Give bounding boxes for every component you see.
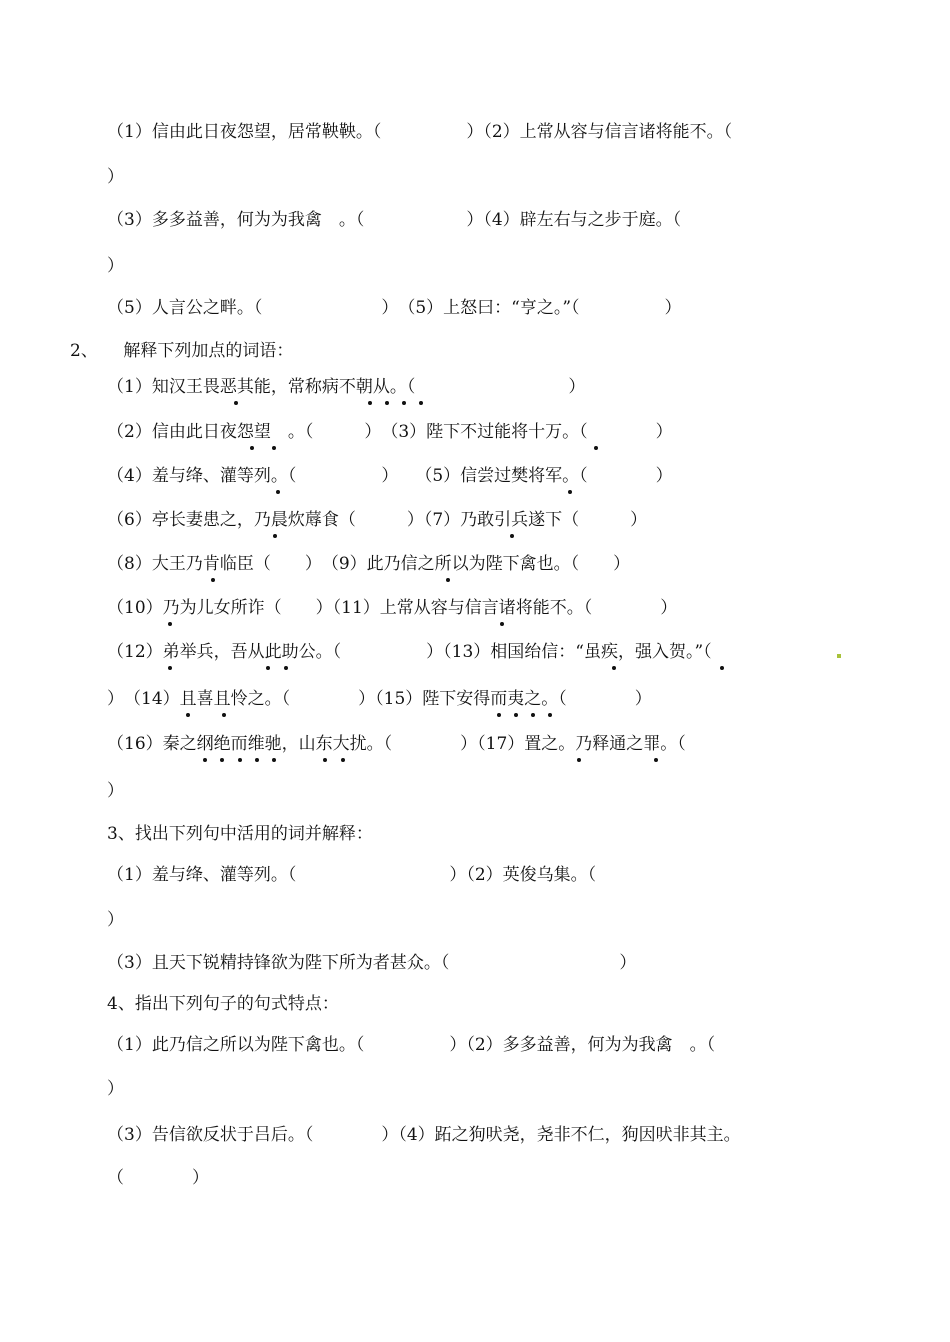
emphasis-dot xyxy=(272,758,276,762)
line-20: （3）且天下锐精持锋欲为陛下所为者甚众。（ ） xyxy=(107,953,637,973)
emphasis-dot xyxy=(612,666,616,670)
emphasis-dot xyxy=(284,666,288,670)
line-9: （4）羞与绛、灌等列。（ ） （5）信尝过樊将军。（ ） xyxy=(107,466,673,486)
line-12: （10）乃为儿女所诈（ ）（11）上常从容与信言诸将能不。（ ） xyxy=(107,598,678,618)
emphasis-dot xyxy=(272,446,276,450)
emphasis-dot xyxy=(548,713,552,717)
line-3: （3）多多益善，何为为我禽 。（ ）（4）辟左右与之步于庭。（ xyxy=(107,210,682,230)
line-7: （1）知汉王畏恶其能，常称病不朝从。（ ） xyxy=(107,377,586,397)
line-2: ） xyxy=(107,167,124,187)
emphasis-dot xyxy=(568,490,572,494)
section-4-heading: 4、指出下列句子的句式特点： xyxy=(107,994,339,1014)
emphasis-dot xyxy=(168,666,172,670)
emphasis-dot xyxy=(255,758,259,762)
line-1: （1）信由此日夜怨望，居常鞅鞅。（ ）（2）上常从容与信言诸将能不。（ xyxy=(107,122,733,142)
line-14: ） （14）且喜且怜之。（ ）（15）陛下安得而夷之。（ ） xyxy=(107,689,652,709)
emphasis-dot xyxy=(186,713,190,717)
emphasis-dot xyxy=(419,401,423,405)
section-2-heading: 2、 解释下列加点的词语： xyxy=(70,341,294,361)
line-15: （16）秦之纲绝而维驰，山东大扰。（ ）（17）置之。乃释通之罪。（ xyxy=(107,734,686,754)
emphasis-dot xyxy=(323,758,327,762)
emphasis-dot xyxy=(234,401,238,405)
emphasis-dot xyxy=(203,758,207,762)
emphasis-dot xyxy=(531,713,535,717)
line-10: （6）亭长妻患之，乃晨炊蓐食（ ）（7）乃敢引兵遂下（ ） xyxy=(107,510,648,530)
emphasis-dot xyxy=(577,758,581,762)
emphasis-dot xyxy=(594,446,598,450)
line-19: ） xyxy=(107,910,124,930)
emphasis-dot xyxy=(497,713,501,717)
emphasis-dot xyxy=(500,622,504,626)
line-25: （ ） xyxy=(107,1168,209,1188)
emphasis-dot xyxy=(238,758,242,762)
line-22: （1）此乃信之所以为陛下禽也。（ ）（2）多多益善，何为为我禽 。（ xyxy=(107,1035,716,1055)
line-4: ） xyxy=(107,256,124,276)
emphasis-dot xyxy=(211,578,215,582)
emphasis-dot xyxy=(514,713,518,717)
line-18: （1）羞与绛、灌等列。（ ）（2）英俊乌集。（ xyxy=(107,865,597,885)
section-3-heading: 3、找出下列句中活用的词并解释： xyxy=(107,824,373,844)
line-16: ） xyxy=(107,781,124,801)
emphasis-dot xyxy=(222,713,226,717)
emphasis-dot xyxy=(510,534,514,538)
emphasis-dot xyxy=(402,401,406,405)
emphasis-dot xyxy=(368,401,372,405)
emphasis-dot xyxy=(446,578,450,582)
line-11: （8）大王乃肯临臣（ ） （9）此乃信之所以为陛下禽也。（ ） xyxy=(107,554,631,574)
emphasis-dot xyxy=(250,446,254,450)
line-23: ） xyxy=(107,1079,124,1099)
emphasis-dot xyxy=(276,490,280,494)
line-5: （5）人言公之畔。（ ） （5）上怒曰：“亨之。”（ ） xyxy=(107,298,682,318)
emphasis-dot xyxy=(273,534,277,538)
emphasis-dot xyxy=(654,758,658,762)
stray-mark xyxy=(837,654,841,658)
emphasis-dot xyxy=(266,666,270,670)
line-24: （3）告信欲反状于吕后。（ ）（4）跖之狗吠尧，尧非不仁，狗因吠非其主。 xyxy=(107,1125,741,1145)
emphasis-dot xyxy=(168,622,172,626)
emphasis-dot xyxy=(385,401,389,405)
emphasis-dot xyxy=(220,758,224,762)
line-8: （2）信由此日夜怨望 。（ ） （3）陛下不过能将十万。（ ） xyxy=(107,422,673,442)
emphasis-dot xyxy=(341,758,345,762)
emphasis-dot xyxy=(720,666,724,670)
line-13: （12）弟举兵，吾从此助公。（ ）（13）相国绐信：“虽疾，强入贺。”（ xyxy=(107,642,712,662)
